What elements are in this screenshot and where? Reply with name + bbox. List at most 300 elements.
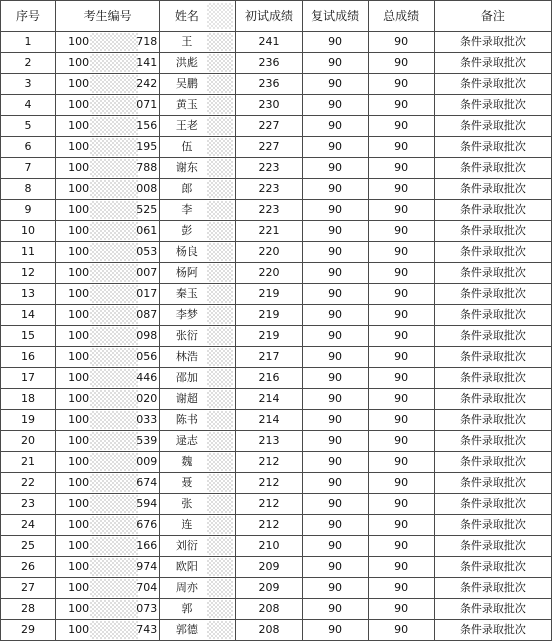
cell-initial-score: 213	[236, 431, 302, 452]
name-visible: 伍	[181, 140, 193, 153]
cell-retest-score: 90	[302, 389, 368, 410]
name-visible: 魏	[181, 455, 193, 468]
redaction-mask	[207, 117, 233, 135]
cell-total-score: 90	[368, 515, 434, 536]
cell-seq: 17	[1, 368, 56, 389]
cell-initial-score: 212	[236, 515, 302, 536]
name-visible: 王老	[175, 119, 198, 132]
id-prefix: 100	[68, 371, 90, 384]
cell-retest-score: 90	[302, 578, 368, 599]
id-suffix: 008	[136, 182, 158, 195]
cell-id	[56, 347, 160, 368]
cell-seq: 28	[1, 599, 56, 620]
redaction-mask	[90, 264, 138, 282]
id-suffix: 053	[136, 245, 158, 258]
table-row	[1, 578, 552, 599]
cell-initial-score: 209	[236, 578, 302, 599]
redaction-mask	[90, 390, 138, 408]
cell-total-score: 90	[368, 158, 434, 179]
cell-note: 条件录取批次	[434, 137, 551, 158]
cell-initial-score: 219	[236, 284, 302, 305]
id-suffix: 009	[136, 455, 158, 468]
cell-retest-score: 90	[302, 620, 368, 641]
cell-note: 条件录取批次	[434, 179, 551, 200]
cell-seq: 14	[1, 305, 56, 326]
cell-id	[56, 53, 160, 74]
cell-name	[160, 284, 236, 305]
cell-note: 条件录取批次	[434, 347, 551, 368]
table-row	[1, 389, 552, 410]
cell-seq: 18	[1, 389, 56, 410]
name-visible: 杨良	[175, 245, 198, 258]
cell-initial-score: 241	[236, 32, 302, 53]
id-prefix: 100	[68, 182, 90, 195]
redaction-mask	[90, 285, 138, 303]
id-prefix: 100	[68, 98, 90, 111]
redaction-mask	[90, 159, 138, 177]
id-suffix: 974	[136, 560, 158, 573]
cell-id	[56, 263, 160, 284]
cell-total-score: 90	[368, 200, 434, 221]
cell-total-score: 90	[368, 452, 434, 473]
id-prefix: 100	[68, 539, 90, 552]
table-row	[1, 599, 552, 620]
cell-initial-score: 223	[236, 158, 302, 179]
cell-seq: 8	[1, 179, 56, 200]
cell-name	[160, 200, 236, 221]
id-prefix: 100	[68, 56, 90, 69]
cell-id	[56, 515, 160, 536]
cell-id	[56, 452, 160, 473]
cell-note: 条件录取批次	[434, 410, 551, 431]
cell-initial-score: 212	[236, 473, 302, 494]
redaction-mask	[90, 600, 138, 618]
cell-note: 条件录取批次	[434, 263, 551, 284]
redaction-mask	[90, 495, 138, 513]
header-total-score: 总成绩	[368, 1, 434, 32]
cell-seq: 24	[1, 515, 56, 536]
redaction-mask	[207, 453, 233, 471]
cell-name	[160, 179, 236, 200]
name-visible: 郎	[181, 182, 193, 195]
cell-id	[56, 494, 160, 515]
id-suffix: 073	[136, 602, 158, 615]
cell-note: 条件录取批次	[434, 557, 551, 578]
id-prefix: 100	[68, 392, 90, 405]
redaction-mask	[90, 369, 138, 387]
cell-seq: 15	[1, 326, 56, 347]
cell-initial-score: 223	[236, 179, 302, 200]
cell-retest-score: 90	[302, 536, 368, 557]
cell-initial-score: 217	[236, 347, 302, 368]
cell-retest-score: 90	[302, 557, 368, 578]
cell-initial-score: 219	[236, 305, 302, 326]
redaction-mask	[90, 75, 138, 93]
cell-total-score: 90	[368, 74, 434, 95]
table-row	[1, 347, 552, 368]
cell-retest-score: 90	[302, 221, 368, 242]
cell-seq: 16	[1, 347, 56, 368]
cell-name	[160, 158, 236, 179]
table-row	[1, 95, 552, 116]
table-row	[1, 74, 552, 95]
redaction-mask	[207, 411, 233, 429]
cell-note: 条件录取批次	[434, 74, 551, 95]
id-prefix: 100	[68, 224, 90, 237]
cell-total-score: 90	[368, 137, 434, 158]
cell-seq: 25	[1, 536, 56, 557]
cell-name	[160, 368, 236, 389]
cell-initial-score: 230	[236, 95, 302, 116]
cell-retest-score: 90	[302, 53, 368, 74]
cell-retest-score: 90	[302, 326, 368, 347]
cell-total-score: 90	[368, 95, 434, 116]
id-suffix: 242	[136, 77, 158, 90]
cell-total-score: 90	[368, 284, 434, 305]
header-name-label: 姓名	[174, 9, 199, 23]
name-visible: 黄玉	[175, 98, 198, 111]
table-row	[1, 158, 552, 179]
cell-retest-score: 90	[302, 410, 368, 431]
cell-seq: 10	[1, 221, 56, 242]
cell-retest-score: 90	[302, 452, 368, 473]
cell-seq: 21	[1, 452, 56, 473]
redaction-mask	[207, 54, 233, 72]
cell-note: 条件录取批次	[434, 53, 551, 74]
cell-initial-score: 210	[236, 536, 302, 557]
id-prefix: 100	[68, 119, 90, 132]
cell-name	[160, 326, 236, 347]
id-prefix: 100	[68, 308, 90, 321]
cell-total-score: 90	[368, 557, 434, 578]
redaction-mask	[90, 243, 138, 261]
cell-retest-score: 90	[302, 473, 368, 494]
redaction-mask	[207, 75, 233, 93]
cell-name	[160, 116, 236, 137]
cell-name	[160, 494, 236, 515]
cell-retest-score: 90	[302, 347, 368, 368]
redaction-mask	[207, 138, 233, 156]
cell-retest-score: 90	[302, 494, 368, 515]
cell-id	[56, 536, 160, 557]
name-visible: 谢东	[175, 161, 198, 174]
redaction-mask	[207, 474, 233, 492]
name-visible: 周亦	[175, 581, 198, 594]
redaction-mask	[207, 96, 233, 114]
redaction-mask	[207, 348, 233, 366]
id-prefix: 100	[68, 623, 90, 636]
cell-total-score: 90	[368, 32, 434, 53]
cell-note: 条件录取批次	[434, 326, 551, 347]
table-row	[1, 116, 552, 137]
redaction-mask	[90, 54, 138, 72]
name-visible: 吴鹏	[175, 77, 198, 90]
table-row	[1, 494, 552, 515]
cell-total-score: 90	[368, 431, 434, 452]
header-note: 备注	[434, 1, 551, 32]
cell-note: 条件录取批次	[434, 95, 551, 116]
redaction-mask	[207, 621, 233, 639]
header-id: 考生编号	[56, 1, 160, 32]
cell-initial-score: 223	[236, 200, 302, 221]
id-prefix: 100	[68, 476, 90, 489]
name-visible: 张	[181, 497, 193, 510]
cell-note: 条件录取批次	[434, 368, 551, 389]
name-visible: 李梦	[175, 308, 198, 321]
cell-id	[56, 326, 160, 347]
redaction-mask	[207, 159, 233, 177]
cell-initial-score: 212	[236, 494, 302, 515]
name-visible: 邵加	[175, 371, 198, 384]
table-row	[1, 179, 552, 200]
id-suffix: 098	[136, 329, 158, 342]
cell-note: 条件录取批次	[434, 242, 551, 263]
cell-id	[56, 410, 160, 431]
cell-retest-score: 90	[302, 431, 368, 452]
cell-name	[160, 347, 236, 368]
table-row	[1, 473, 552, 494]
cell-note: 条件录取批次	[434, 599, 551, 620]
id-suffix: 156	[136, 119, 158, 132]
id-prefix: 100	[68, 35, 90, 48]
cell-note: 条件录取批次	[434, 305, 551, 326]
id-suffix: 020	[136, 392, 158, 405]
table-row	[1, 305, 552, 326]
cell-seq: 23	[1, 494, 56, 515]
cell-initial-score: 227	[236, 116, 302, 137]
redaction-mask	[90, 558, 138, 576]
cell-total-score: 90	[368, 410, 434, 431]
header-retest-score: 复试成绩	[302, 1, 368, 32]
redaction-mask	[207, 180, 233, 198]
redaction-mask	[207, 285, 233, 303]
redaction-mask	[207, 390, 233, 408]
name-visible: 聂	[181, 476, 193, 489]
redaction-mask	[207, 558, 233, 576]
cell-name	[160, 221, 236, 242]
id-prefix: 100	[68, 140, 90, 153]
id-suffix: 071	[136, 98, 158, 111]
table-row	[1, 620, 552, 641]
cell-name	[160, 515, 236, 536]
header-seq: 序号	[1, 1, 56, 32]
cell-name	[160, 557, 236, 578]
cell-note: 条件录取批次	[434, 158, 551, 179]
redaction-mask	[207, 369, 233, 387]
table-row	[1, 221, 552, 242]
id-prefix: 100	[68, 560, 90, 573]
id-prefix: 100	[68, 161, 90, 174]
cell-total-score: 90	[368, 116, 434, 137]
cell-id	[56, 95, 160, 116]
cell-retest-score: 90	[302, 242, 368, 263]
cell-name	[160, 452, 236, 473]
name-visible: 王	[181, 35, 193, 48]
cell-id	[56, 284, 160, 305]
cell-seq: 27	[1, 578, 56, 599]
id-suffix: 141	[136, 56, 158, 69]
cell-seq: 13	[1, 284, 56, 305]
table-row	[1, 326, 552, 347]
redaction-mask	[207, 306, 233, 324]
redaction-mask	[90, 579, 138, 597]
cell-seq: 6	[1, 137, 56, 158]
cell-id	[56, 200, 160, 221]
cell-total-score: 90	[368, 389, 434, 410]
id-suffix: 166	[136, 539, 158, 552]
redaction-mask	[90, 621, 138, 639]
table-row	[1, 557, 552, 578]
cell-id	[56, 599, 160, 620]
redaction-mask	[207, 264, 233, 282]
cell-total-score: 90	[368, 221, 434, 242]
cell-retest-score: 90	[302, 305, 368, 326]
cell-initial-score: 214	[236, 410, 302, 431]
id-suffix: 539	[136, 434, 158, 447]
name-visible: 连	[181, 518, 193, 531]
cell-id	[56, 137, 160, 158]
id-prefix: 100	[68, 455, 90, 468]
redaction-mask	[90, 306, 138, 324]
redaction-mask	[90, 138, 138, 156]
cell-total-score: 90	[368, 347, 434, 368]
cell-retest-score: 90	[302, 74, 368, 95]
name-visible: 彭	[181, 224, 193, 237]
cell-id	[56, 473, 160, 494]
id-prefix: 100	[68, 350, 90, 363]
cell-id	[56, 578, 160, 599]
cell-retest-score: 90	[302, 200, 368, 221]
id-suffix: 788	[136, 161, 158, 174]
cell-seq: 9	[1, 200, 56, 221]
name-visible: 秦玉	[175, 287, 198, 300]
cell-initial-score: 227	[236, 137, 302, 158]
id-prefix: 100	[68, 497, 90, 510]
cell-initial-score: 236	[236, 74, 302, 95]
cell-id	[56, 221, 160, 242]
redaction-mask	[90, 117, 138, 135]
cell-retest-score: 90	[302, 95, 368, 116]
cell-name	[160, 263, 236, 284]
id-suffix: 056	[136, 350, 158, 363]
id-prefix: 100	[68, 581, 90, 594]
id-prefix: 100	[68, 203, 90, 216]
redaction-mask	[90, 201, 138, 219]
cell-total-score: 90	[368, 263, 434, 284]
cell-retest-score: 90	[302, 284, 368, 305]
redaction-mask	[207, 516, 233, 534]
cell-seq: 11	[1, 242, 56, 263]
cell-id	[56, 32, 160, 53]
cell-name	[160, 536, 236, 557]
cell-note: 条件录取批次	[434, 536, 551, 557]
redaction-mask	[207, 600, 233, 618]
cell-retest-score: 90	[302, 263, 368, 284]
table-row	[1, 284, 552, 305]
cell-retest-score: 90	[302, 368, 368, 389]
cell-name	[160, 473, 236, 494]
id-suffix: 743	[136, 623, 158, 636]
table-row	[1, 431, 552, 452]
redaction-mask	[90, 180, 138, 198]
cell-initial-score: 220	[236, 263, 302, 284]
table-row	[1, 263, 552, 284]
id-suffix: 718	[136, 35, 158, 48]
name-visible: 洪彪	[175, 56, 198, 69]
table-row	[1, 452, 552, 473]
cell-name	[160, 53, 236, 74]
cell-id	[56, 620, 160, 641]
cell-name	[160, 242, 236, 263]
cell-seq: 19	[1, 410, 56, 431]
cell-id	[56, 74, 160, 95]
cell-initial-score: 219	[236, 326, 302, 347]
cell-name	[160, 32, 236, 53]
name-visible: 郭	[181, 602, 193, 615]
cell-retest-score: 90	[302, 32, 368, 53]
cell-retest-score: 90	[302, 158, 368, 179]
cell-note: 条件录取批次	[434, 494, 551, 515]
cell-note: 条件录取批次	[434, 452, 551, 473]
redaction-mask	[207, 3, 233, 29]
table-row	[1, 410, 552, 431]
cell-total-score: 90	[368, 242, 434, 263]
cell-initial-score: 208	[236, 620, 302, 641]
id-prefix: 100	[68, 518, 90, 531]
cell-note: 条件录取批次	[434, 578, 551, 599]
cell-note: 条件录取批次	[434, 221, 551, 242]
name-visible: 逯志	[175, 434, 198, 447]
cell-name	[160, 137, 236, 158]
id-prefix: 100	[68, 266, 90, 279]
table-header-row	[1, 1, 552, 32]
name-visible: 陈书	[175, 413, 198, 426]
cell-initial-score: 220	[236, 242, 302, 263]
name-visible: 欧阳	[175, 560, 198, 573]
redaction-mask	[90, 348, 138, 366]
cell-total-score: 90	[368, 53, 434, 74]
id-prefix: 100	[68, 329, 90, 342]
cell-id	[56, 431, 160, 452]
cell-id	[56, 158, 160, 179]
redaction-mask	[207, 495, 233, 513]
cell-id	[56, 368, 160, 389]
table-row	[1, 515, 552, 536]
redaction-mask	[90, 96, 138, 114]
cell-name	[160, 74, 236, 95]
id-suffix: 061	[136, 224, 158, 237]
cell-note: 条件录取批次	[434, 116, 551, 137]
id-prefix: 100	[68, 287, 90, 300]
cell-total-score: 90	[368, 179, 434, 200]
id-suffix: 594	[136, 497, 158, 510]
cell-retest-score: 90	[302, 599, 368, 620]
cell-name	[160, 95, 236, 116]
cell-initial-score: 212	[236, 452, 302, 473]
table-row	[1, 242, 552, 263]
redaction-mask	[207, 432, 233, 450]
id-suffix: 195	[136, 140, 158, 153]
redaction-mask	[90, 432, 138, 450]
redaction-mask	[90, 222, 138, 240]
cell-retest-score: 90	[302, 137, 368, 158]
id-prefix: 100	[68, 413, 90, 426]
id-suffix: 033	[136, 413, 158, 426]
cell-note: 条件录取批次	[434, 515, 551, 536]
cell-total-score: 90	[368, 578, 434, 599]
cell-seq: 4	[1, 95, 56, 116]
header-initial-score: 初试成绩	[236, 1, 302, 32]
